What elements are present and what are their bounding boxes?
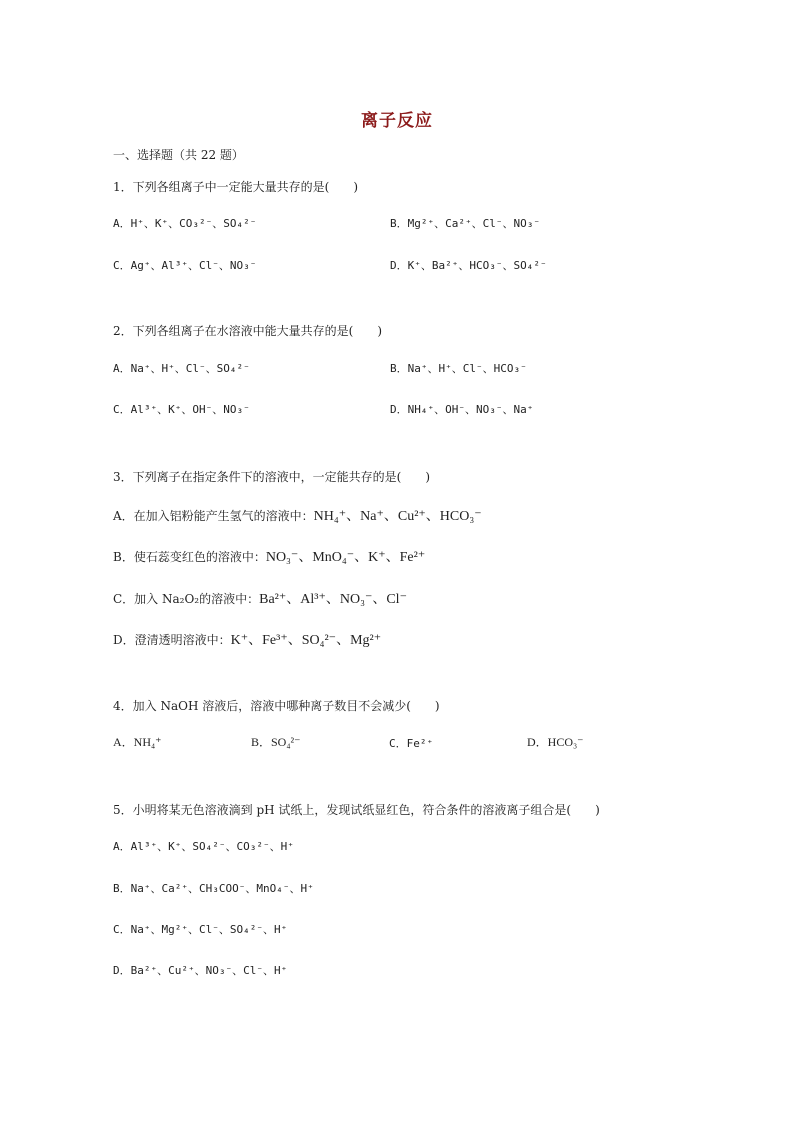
question-4-option-c[interactable]: C．Fe²⁺ xyxy=(389,737,434,750)
question-4-option-a[interactable]: A．NH₄⁺ xyxy=(113,735,162,749)
question-4-stem: 4．加入 NaOH 溶液后，溶液中哪种离子数目不会减少( ) xyxy=(113,699,440,713)
ion-list: NO₃⁻、MnO₄⁻、K⁺、Fe²⁺ xyxy=(265,550,426,565)
option-prefix: C．加入 Na₂O₂的溶液中： xyxy=(113,592,260,606)
question-3-option-a[interactable] xyxy=(113,505,482,525)
question-1-option-b[interactable]: B．Mg²⁺、Ca²⁺、Cl⁻、NO₃⁻ xyxy=(390,217,540,230)
question-2-option-c[interactable]: C．Al³⁺、K⁺、OH⁻、NO₃⁻ xyxy=(113,403,250,416)
question-1-stem: 1．下列各组离子中一定能大量共存的是( ) xyxy=(113,180,358,194)
option-prefix: B．使石蕊变红色的溶液中： xyxy=(113,550,266,564)
question-5-option-d[interactable]: D．Ba²⁺、Cu²⁺、NO₃⁻、Cl⁻、H⁺ xyxy=(113,964,288,977)
question-2-option-b[interactable]: B．Na⁺、H⁺、Cl⁻、HCO₃⁻ xyxy=(390,362,527,375)
question-3-option-d[interactable] xyxy=(113,629,381,649)
question-5-option-c[interactable]: C．Na⁺、Mg²⁺、Cl⁻、SO₄²⁻、H⁺ xyxy=(113,923,288,936)
ion-list: Ba²⁺、Al³⁺、NO₃⁻、Cl⁻ xyxy=(259,592,407,607)
page-title: 离子反应 xyxy=(361,111,433,131)
question-2-option-d[interactable]: D．NH₄⁺、OH⁻、NO₃⁻、Na⁺ xyxy=(390,403,534,416)
option-prefix: D．澄清透明溶液中： xyxy=(113,633,231,647)
question-5-option-b[interactable]: B．Na⁺、Ca²⁺、CH₃COO⁻、MnO₄⁻、H⁺ xyxy=(113,882,314,895)
question-1-option-d[interactable]: D．K⁺、Ba²⁺、HCO₃⁻、SO₄²⁻ xyxy=(390,259,547,272)
question-4-option-b[interactable]: B．SO₄²⁻ xyxy=(251,735,301,749)
question-3-option-b[interactable] xyxy=(113,546,425,566)
ion-list: K⁺、Fe³⁺、SO₄²⁻、Mg²⁺ xyxy=(230,633,382,648)
question-3-option-c[interactable] xyxy=(113,588,407,608)
question-1-option-c[interactable]: C．Ag⁺、Al³⁺、Cl⁻、NO₃⁻ xyxy=(113,259,257,272)
ion-list: NH₄⁺、Na⁺、Cu²⁺、HCO₃⁻ xyxy=(313,509,482,524)
question-5-stem: 5．小明将某无色溶液滴到 pH 试纸上，发现试纸显红色，符合条件的溶液离子组合是( ) xyxy=(113,803,600,817)
option-prefix: A．在加入铝粉能产生氢气的溶液中： xyxy=(113,509,314,523)
question-4-option-d[interactable]: D．HCO₃⁻ xyxy=(527,735,584,749)
question-2-option-a[interactable]: A．Na⁺、H⁺、Cl⁻、SO₄²⁻ xyxy=(113,362,250,375)
question-5-option-a[interactable]: A．Al³⁺、K⁺、SO₄²⁻、CO₃²⁻、H⁺ xyxy=(113,840,294,853)
question-2-stem: 2．下列各组离子在水溶液中能大量共存的是( ) xyxy=(113,324,382,338)
section-heading: 一、选择题（共 22 题） xyxy=(113,148,244,162)
question-1-option-a[interactable]: A．H⁺、K⁺、CO₃²⁻、SO₄²⁻ xyxy=(113,217,257,230)
question-3-stem: 3．下列离子在指定条件下的溶液中，一定能共存的是( ) xyxy=(113,470,431,484)
